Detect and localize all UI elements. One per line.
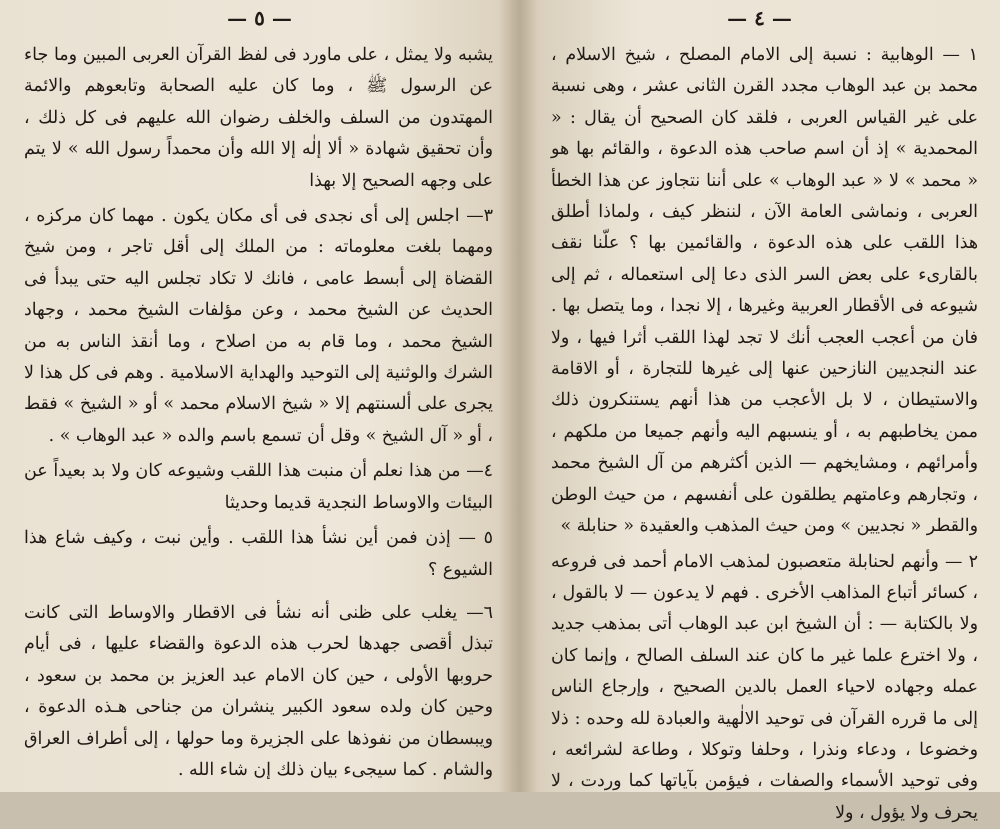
paragraph: ١ — الوهابية : نسبة إلى الامام المصلح ، شيخ الاسلام ، محمد بن عبد الوهاب مجدد القرن الثانى عشر ، وهى نسبة على غير القياس العربى ، فلقد كان الصحيح أن يقال : « المحمدية » إذ أن اسم صاحب هذه الدعوة ، والقائم بها هو « محمد » لا « عبد الوهاب » على أننا نتجاوز عن هذا الخطأ العربى ، ونماشى العامة الآن ، لننظر كيف ، ولماذا أطلق هذا اللقب على هذه الدعوة ، والقائمين بها ؟ علّنا نقف بالقارىء على بعض السر الذى دعا إلى استعماله ، ثم إلى شيوعه فى الأقطار العربية وغيرها ، إلا نجدا ، وما يتصل بها . فان من أعجب العجب أنك لا تجد لهذا اللقب أثرا فيها ، ولا عند النجديين النازحين عنها إلى غيرها للتجارة ، أو الاقامة والاستيطان ، لا بل الأعجب من هذا أنهم يستنكرون ذلك ممن يخاطبهم به ، أو ينسبهم اليه وأنهم جميعا من ملكهم ، وأمرائهم ، ومشايخهم — الذين أكثرهم من آل الشيخ محمد ، وتجارهم وعامتهم يطلقون على أنفسهم ، من حيث الوطن والقطر « نجديين » ومن حيث المذهب والعقيدة « حنابلة »	[551, 40, 978, 543]
page-number: — ٤ —	[519, 6, 1000, 30]
paragraph: ٢ — وأنهم لحنابلة متعصبون لمذهب الامام أحمد فى فروعه ، كسائر أتباع المذاهب الأخرى . فهم لا يدعون — لا بالقول ، ولا بالكتابة — : أن الشيخ ابن عبد الوهاب أتى بمذهب جديد ، ولا اخترع علما غير ما كان عند السلف الصالح ، وإنما كان عمله وجهاده لاحياء العمل بالدين الصحيح ، وإرجاع الناس إلى ما قرره القرآن فى توحيد الالٰهية والعبادة لله وحده : ذلا وخضوعا ، ودعاء ونذرا ، وحلفا وتوكلا ، وطاعة لشرائعه ، وفى توحيد الأسماء والصفات ، فيؤمن بآياتها كما وردت ، لا يحرف ولا يؤول ، ولا	[551, 547, 978, 829]
paragraph: ٣— اجلس إلى أى نجدى فى أى مكان يكون . مهما كان مركزه ، ومهما بلغت معلوماته : من الملك إلى أقل تاجر ، ومن شيخ القضاة إلى أبسط عامى ، فانك لا تكاد تجلس اليه حتى يبدأ فى الحديث عن الشيخ محمد ، وعن مؤلفات الشيخ محمد ، وجهاد الشيخ محمد ، وما قام به من اصلاح ، وما أنقذ الناس به من الشرك والوثنية إلى التوحيد والهداية الاسلامية . وهم فى كل هذا لا يجرى على ألسنتهم إلا « شيخ الاسلام محمد » أو « الشيخ » فقط ، أو « آل الشيخ » وقل أن تسمع باسم والده « عبد الوهاب » .	[24, 201, 493, 452]
paragraph: ٤— من هذا نعلم أن منبت هذا اللقب وشيوعه كان ولا بد بعيداً عن البيئات والاوساط النجدية قديما وحديثا	[24, 456, 493, 519]
left-page	[0, 0, 519, 792]
paragraph: يشبه ولا يمثل ، على ماورد فى لفظ القرآن العربى المبين وما جاء عن الرسول ﷺ ، وما كان عليه الصحابة وتابعوهم والائمة المهتدون من السلف والخلف رضوان الله عليهم فى كل ذلك ، وأن تحقيق شهادة « ألا إلٰه إلا الله وأن محمداً رسول الله » لا يتم على وجهه الصحيح إلا بهذا	[24, 40, 493, 197]
page-number: — ٥ —	[0, 6, 519, 30]
right-page	[519, 0, 1000, 792]
paragraph: ٥ — إذن فمن أين نشأ هذا اللقب . وأين نبت ، وكيف شاع هذا الشيوع ؟	[24, 523, 493, 586]
paragraph: ٦— يغلب على ظنى أنه نشأ فى الاقطار والاوساط التى كانت تبذل أقصى جهدها لحرب هذه الدعوة والقضاء عليها ، فى أيام حروبها الأولى ، حين كان الامام عبد العزيز بن محمد بن سعود ، وحين كان ولده سعود الكبير ينشران من جناحى هـذه الدعوة ، ويبسطان من نفوذها على الجزيرة وما حولها ، إلى أطراف العراق والشام . كما سيجىء بيان ذلك إن شاء الله .	[24, 598, 493, 786]
